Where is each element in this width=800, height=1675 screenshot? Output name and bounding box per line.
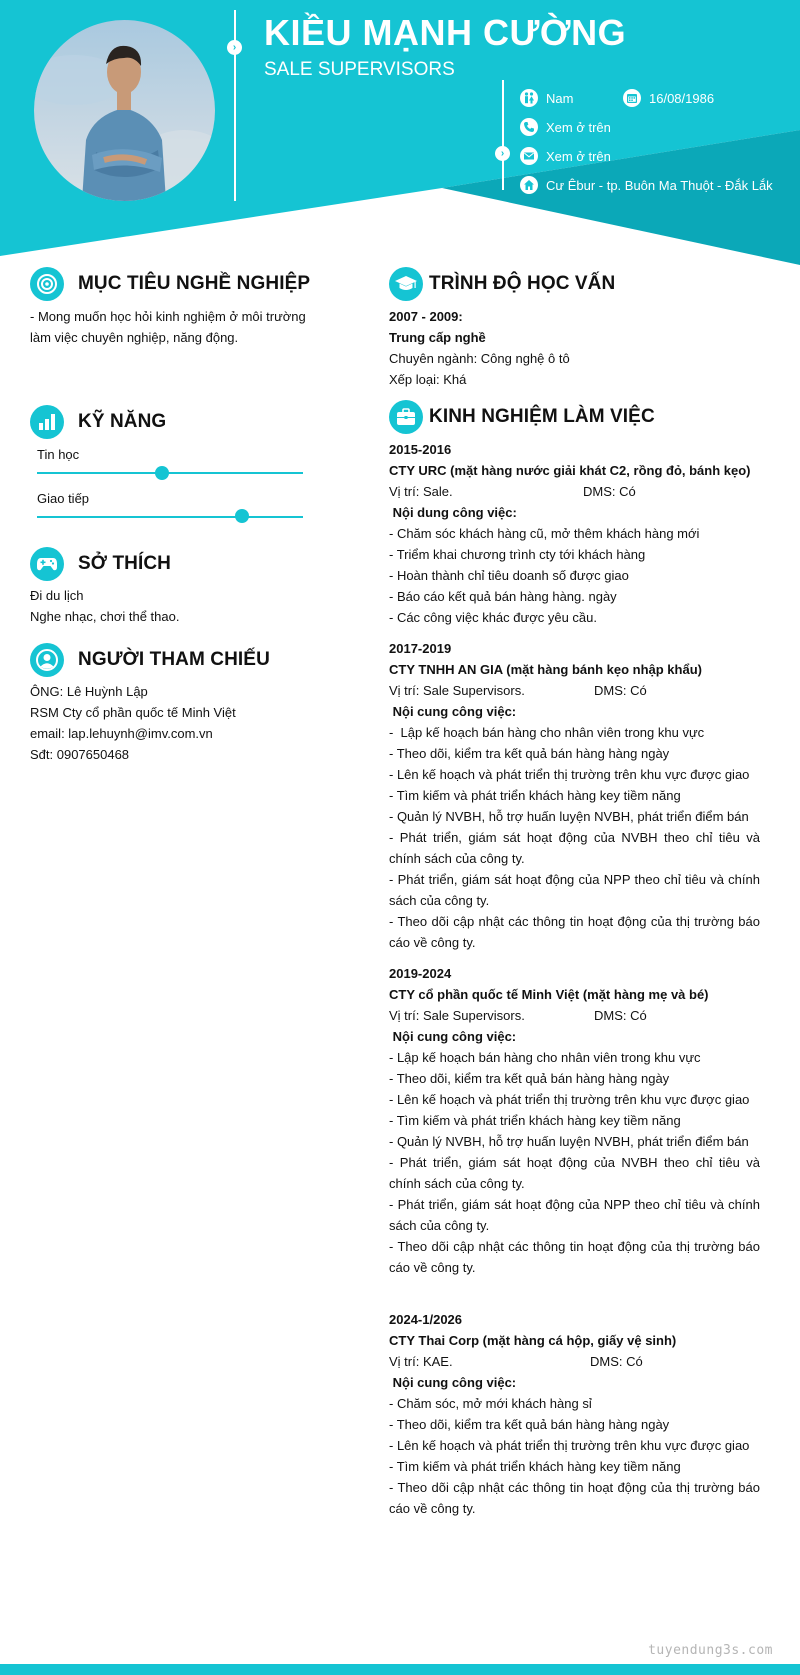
job-entry [389,439,760,628]
job-position: Vị trí: Sale Supervisors. [389,683,525,698]
job-duty: - Quản lý NVBH, hỗ trợ huấn luyện NVBH, phát triển điểm bán [389,1134,749,1149]
experience-title: KINH NGHIỆM LÀM VIỆC [429,406,655,427]
education-rank: Xếp loại: Khá [389,372,467,387]
objective-heading [30,267,310,301]
address-value: Cư Êbur - tp. Buôn Ma Thuột - Đắk Lắk [546,177,773,193]
job-duty: - Phát triển, giám sát hoạt động của NPP theo chỉ tiêu và chính sách của công ty. [389,1197,760,1233]
avatar [34,20,215,201]
job-duty: - Chăm sóc, mở mới khách hàng sỉ [389,1396,592,1411]
job-position-row [389,680,760,701]
hobbies-text [30,585,330,627]
job-duty: - Tìm kiếm và phát triển khách hàng key tiềm năng [389,788,681,803]
job-duty: - Lên kế hoạch và phát triển thị trường trên khu vực được giao [389,1438,750,1453]
skill-label: Tin học [37,447,80,462]
hobbies-heading [30,547,171,581]
job-duty: - Theo dõi cập nhật các thông tin hoạt động của thị trường báo cáo về công ty. [389,914,760,950]
skill-bar-track [37,516,303,518]
job-period: 2015-2016 [389,442,452,457]
birthday-value: 16/08/1986 [649,90,715,106]
skills-heading [30,405,166,439]
envelope-icon [520,147,538,165]
candidate-job-title: SALE SUPERVISORS [264,59,455,80]
skill-level-marker [235,509,249,523]
skill-bar-track [37,472,303,474]
phone-info [520,118,611,136]
job-duty: - Theo dõi, kiểm tra kết quả bán hàng hàng ngày [389,746,670,761]
reference-line: ÔNG: Lê Huỳnh Lập [30,684,148,699]
references-heading [30,643,270,677]
hobby-item: Nghe nhạc, chơi thể thao. [30,609,180,624]
target-icon [30,267,64,301]
phone-icon [520,118,538,136]
job-position: Vị trí: Sale. [389,484,453,499]
graduation-cap-icon [389,267,423,301]
address-info [520,176,773,194]
job-position: Vị trí: KAE. [389,1354,453,1369]
job-dms: DMS: Có [583,484,636,499]
job-position-row [389,1005,760,1026]
job-company: CTY URC (mặt hàng nước giải khát C2, rồng đỏ, bánh kẹo) [389,463,751,478]
reference-line: Sđt: 0907650468 [30,747,130,762]
chevron-right-icon: › [495,146,510,161]
job-position-row [389,481,760,502]
job-duty: - Các công việc khác được yêu cầu. [389,610,597,625]
skill-level-marker [155,466,169,480]
objective-line: - Mong muốn học hỏi kinh nghiệm ở môi trường [30,309,306,324]
job-duty: - Triểm khai chương trình cty tới khách hàng [389,547,646,562]
job-duty: - Phát triển, giám sát hoạt động của NVBH theo chỉ tiêu và chính sách của công ty. [389,1155,760,1191]
job-duty: - Theo dõi cập nhật các thông tin hoạt động của thị trường báo cáo về công ty. [389,1239,760,1275]
gender-info [520,89,573,107]
hobbies-title: SỞ THÍCH [78,553,172,574]
person-icon [30,643,64,677]
job-duties-title: Nội cung công việc: [389,1029,517,1044]
bar-chart-icon [30,405,64,439]
calendar-icon [623,89,641,107]
hobby-item: Đi du lịch [30,588,84,603]
job-duty: - Phát triển, giám sát hoạt động của NPP theo chỉ tiêu và chính sách của công ty. [389,872,760,908]
job-position: Vị trí: Sale Supervisors. [389,1008,525,1023]
reference-line: email: lap.lehuynh@imv.com.vn [30,726,213,741]
job-duty: - Báo cáo kết quả bán hàng hàng. ngày [389,589,617,604]
job-duty: - Theo dõi, kiểm tra kết quả bán hàng hàng ngày [389,1071,670,1086]
education-major: Chuyên ngành: Công nghệ ô tô [389,351,570,366]
job-entry [389,1309,760,1519]
job-entry [389,638,760,953]
job-duty: - Tìm kiếm và phát triển khách hàng key tiềm năng [389,1113,681,1128]
objective-title: MỤC TIÊU NGHỀ NGHIỆP [78,273,311,294]
objective-line: làm việc chuyên nghiệp, năng động. [30,330,239,345]
education-heading [389,267,615,301]
watermark: tuyendung3s.com [648,1643,773,1658]
job-duty: - Lên kế hoạch và phát triển thị trường trên khu vực được giao [389,767,750,782]
contact-divider-line [502,80,504,190]
job-period: 2019-2024 [389,966,452,981]
job-dms: DMS: Có [590,1354,643,1369]
job-company: CTY TNHH AN GIA (mặt hàng bánh kẹo nhập khẩu) [389,662,702,677]
job-dms: DMS: Có [594,1008,647,1023]
job-period: 2017-2019 [389,641,452,656]
job-duties-title: Nội cung công việc: [389,704,517,719]
birthday-info [623,89,714,107]
gender-icon [520,89,538,107]
job-duties-title: Nội dung công việc: [389,505,517,520]
job-duty: - Chăm sóc khách hàng cũ, mở thêm khách hàng mới [389,526,700,541]
job-dms: DMS: Có [594,683,647,698]
header-divider-line [234,10,236,201]
job-duty: - Lập kế hoạch bán hàng cho nhân viên trong khu vực [389,725,705,740]
skills-title: KỸ NĂNG [78,411,167,432]
skill-label: Giao tiếp [37,491,90,506]
objective-text [30,306,330,348]
briefcase-icon [389,400,423,434]
phone-value: Xem ở trên [546,119,611,135]
job-duty: - Theo dõi, kiểm tra kết quả bán hàng hàng ngày [389,1417,670,1432]
job-position-row [389,1351,760,1372]
job-duty: - Theo dõi cập nhật các thông tin hoạt động của thị trường báo cáo về công ty. [389,1480,760,1516]
education-text [389,306,759,390]
footer-bar [0,1664,800,1675]
job-duties-title: Nội cung công việc: [389,1375,517,1390]
reference-line: RSM Cty cổ phần quốc tế Minh Việt [30,705,236,720]
chevron-right-icon: › [227,40,242,55]
email-info [520,147,611,165]
education-title: TRÌNH ĐỘ HỌC VẤN [429,273,616,294]
job-duty: - Lập kế hoạch bán hàng cho nhân viên trong khu vực [389,1050,701,1065]
gender-value: Nam [546,90,574,106]
job-company: CTY cổ phần quốc tế Minh Việt (mặt hàng mẹ và bé) [389,987,709,1002]
gamepad-icon [30,547,64,581]
references-title: NGƯỜI THAM CHIẾU [78,649,270,670]
job-duty: - Hoàn thành chỉ tiêu doanh số được giao [389,568,629,583]
job-company: CTY Thai Corp (mặt hàng cá hộp, giấy vệ sinh) [389,1333,677,1348]
education-degree: Trung cấp nghề [389,330,486,345]
email-value: Xem ở trên [546,148,611,164]
experience-heading [389,400,655,434]
job-duty: - Quản lý NVBH, hỗ trợ huấn luyện NVBH, phát triển điểm bán [389,809,749,824]
job-period: 2024-1/2026 [389,1312,463,1327]
job-entry [389,963,760,1278]
references-text [30,681,330,765]
candidate-name: KIỀU MẠNH CƯỜNG [264,12,627,53]
job-duty: - Phát triển, giám sát hoạt động của NVBH theo chỉ tiêu và chính sách của công ty. [389,830,760,866]
job-duty: - Tìm kiếm và phát triển khách hàng key tiềm năng [389,1459,681,1474]
education-period: 2007 - 2009: [389,309,463,324]
home-icon [520,176,538,194]
job-duty: - Lên kế hoạch và phát triển thị trường trên khu vực được giao [389,1092,750,1107]
